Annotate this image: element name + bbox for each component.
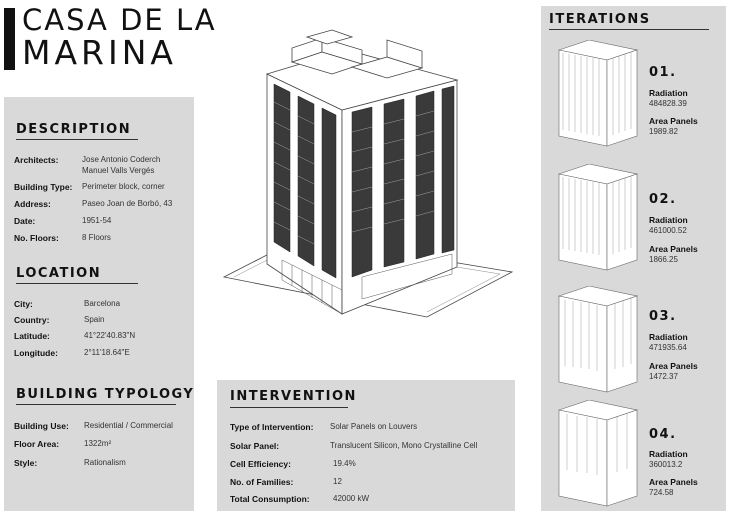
building-axonometric-drawing	[212, 12, 530, 322]
typology-heading: BUILDING TYPOLOGY	[16, 387, 195, 402]
title-accent-bar	[4, 8, 15, 70]
value-cell-efficiency: 19.4%	[333, 459, 356, 468]
label-date: Date:	[14, 216, 36, 226]
label-intervention-type: Type of Intervention:	[230, 422, 314, 432]
iteration-2-radiation-value: 461000.52	[649, 226, 687, 235]
iterations-heading: ITERATIONS	[549, 12, 651, 27]
value-style: Rationalism	[84, 458, 126, 467]
iterations-rule	[549, 29, 709, 30]
label-address: Address:	[14, 199, 51, 209]
typology-rule	[16, 404, 176, 405]
iteration-2-area-label: Area Panels	[649, 244, 698, 254]
iteration-3-radiation-label: Radiation	[649, 332, 688, 342]
iteration-1-radiation-label: Radiation	[649, 88, 688, 98]
iteration-1-model	[553, 40, 641, 152]
label-style: Style:	[14, 458, 38, 468]
iteration-1-area-label: Area Panels	[649, 116, 698, 126]
page-title-line-1: CASA DE LA	[22, 3, 217, 37]
value-total-consumption: 42000 kW	[333, 494, 370, 503]
value-architects-2: Manuel Valls Vergés	[82, 166, 155, 175]
iteration-2-area-value: 1866.25	[649, 255, 678, 264]
value-date: 1951-54	[82, 216, 112, 225]
iteration-2-number: 02.	[649, 192, 677, 207]
label-floors: No. Floors:	[14, 233, 59, 243]
value-architects: Jose Antonio Coderch	[82, 155, 161, 164]
value-longitude: 2°11'18.64"E	[84, 348, 130, 357]
value-latitude: 41°22'40.83"N	[84, 331, 136, 340]
label-building-use: Building Use:	[14, 421, 69, 431]
intervention-panel	[217, 380, 515, 511]
label-city: City:	[14, 299, 33, 309]
iteration-4-radiation-label: Radiation	[649, 449, 688, 459]
info-panel	[4, 97, 194, 511]
iteration-1-area-value: 1989.82	[649, 127, 678, 136]
label-cell-efficiency: Cell Efficiency:	[230, 459, 291, 469]
iteration-2-radiation-label: Radiation	[649, 215, 688, 225]
iteration-4-area-value: 724.58	[649, 488, 674, 497]
label-families: No. of Families:	[230, 477, 294, 487]
iteration-1-radiation-value: 484828.39	[649, 99, 687, 108]
iteration-3-area-value: 1472.37	[649, 372, 678, 381]
iteration-3-area-label: Area Panels	[649, 361, 698, 371]
iteration-2-model	[553, 164, 641, 276]
label-floor-area: Floor Area:	[14, 439, 60, 449]
label-solar-panel: Solar Panel:	[230, 441, 280, 451]
value-intervention-type: Solar Panels on Louvers	[330, 422, 418, 431]
iteration-3-number: 03.	[649, 309, 677, 324]
iteration-4-area-label: Area Panels	[649, 477, 698, 487]
label-total-consumption: Total Consumption:	[230, 494, 310, 504]
iteration-3-radiation-value: 471935.64	[649, 343, 687, 352]
iteration-4-radiation-value: 360013.2	[649, 460, 683, 469]
intervention-rule	[230, 407, 348, 408]
value-address: Paseo Joan de Borbó, 43	[82, 199, 173, 208]
location-rule	[16, 283, 138, 284]
label-building-type: Building Type:	[14, 182, 73, 192]
location-heading: LOCATION	[16, 266, 102, 281]
description-heading: DESCRIPTION	[16, 122, 132, 137]
label-architects: Architects:	[14, 155, 59, 165]
value-floors: 8 Floors	[82, 233, 111, 242]
iteration-4-number: 04.	[649, 427, 677, 442]
label-country: Country:	[14, 315, 50, 325]
value-building-type: Perimeter block, corner	[82, 182, 165, 191]
value-solar-panel: Translucent Silicon, Mono Crystalline Cell	[330, 441, 478, 450]
iteration-4-model	[553, 400, 641, 510]
description-rule	[16, 139, 138, 140]
iteration-3-model	[553, 286, 641, 398]
value-floor-area: 1322m²	[84, 439, 112, 448]
intervention-heading: INTERVENTION	[230, 389, 357, 404]
iterations-panel	[541, 6, 726, 511]
value-families: 12	[333, 477, 342, 486]
value-city: Barcelona	[84, 299, 121, 308]
value-country: Spain	[84, 315, 105, 324]
label-longitude: Longitude:	[14, 348, 58, 358]
page-title-line-2: MARINA	[22, 33, 177, 72]
label-latitude: Latitude:	[14, 331, 50, 341]
iteration-1-number: 01.	[649, 65, 677, 80]
value-building-use: Residential / Commercial	[84, 421, 173, 430]
